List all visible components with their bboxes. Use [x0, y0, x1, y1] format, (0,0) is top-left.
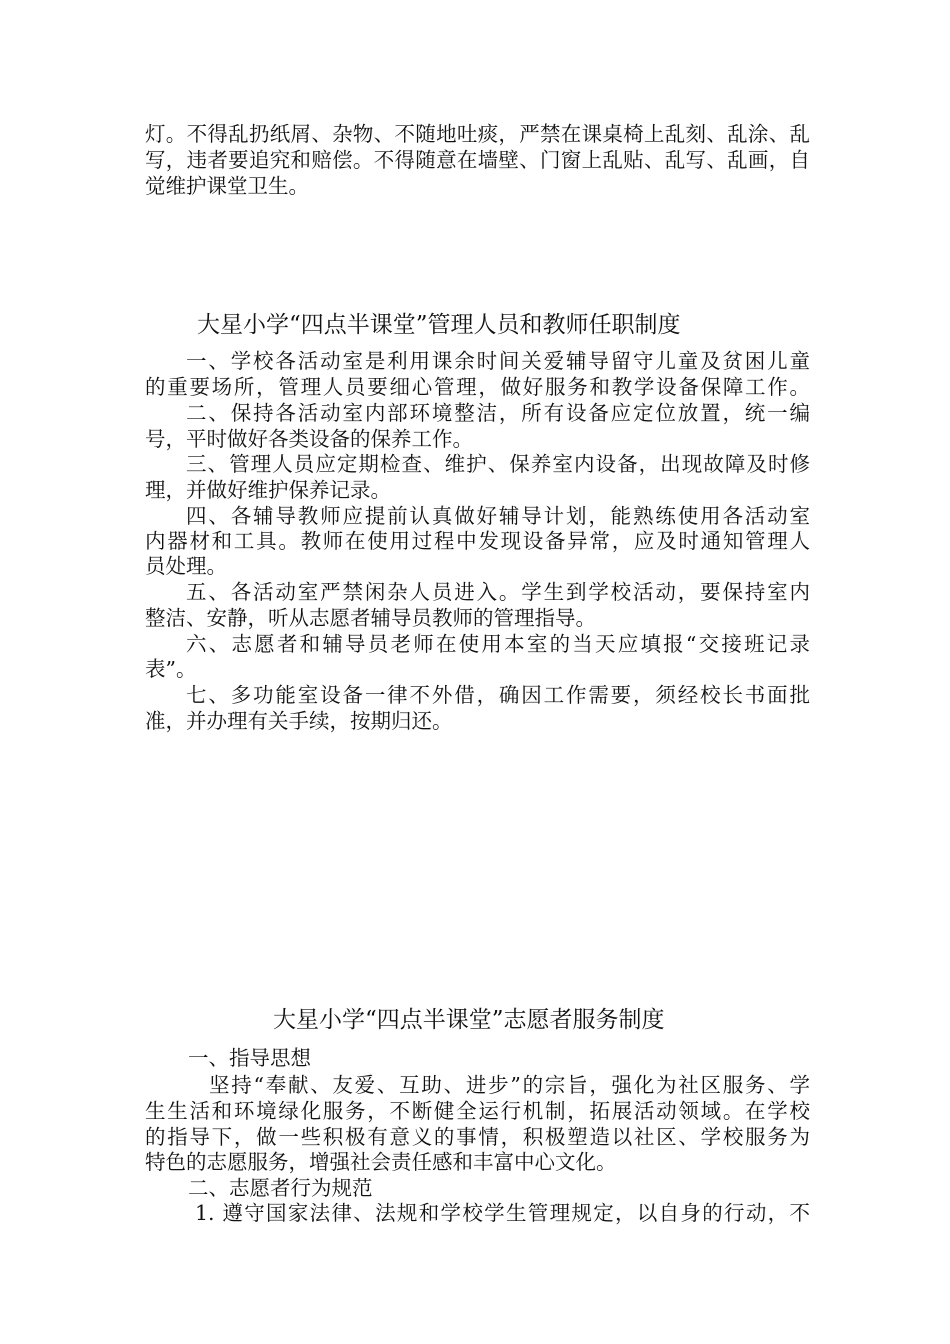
s1-line-4: 号，平时做好各类设备的保养工作。 [145, 427, 473, 451]
s1-line-15: 准，并办理有关手续，按期归还。 [145, 709, 453, 733]
s1-line-2: 的重要场所，管理人员要细心管理，做好服务和教学设备保障工作。 [145, 375, 810, 399]
s2-line-2: 生生活和环境绿化服务，不断健全运行机制，拓展活动领域。在学校 [145, 1099, 810, 1123]
s1-line-9: 员处理。 [145, 554, 227, 578]
s1-line-1: 一、学校各活动室是利用课余时间关爱辅导留守儿童及贫困儿童 [186, 349, 810, 373]
s1-line-12: 六、志愿者和辅导员老师在使用本室的当天应填报“交接班记录 [186, 632, 810, 656]
s1-line-14: 七、多功能室设备一律不外借，确因工作需要，须经校长书面批 [186, 683, 810, 707]
s1-line-3: 二、保持各活动室内部环境整洁，所有设备应定位放置，统一编 [186, 401, 810, 425]
s1-line-6: 理，并做好维护保养记录。 [145, 478, 391, 502]
intro-line-1: 灯。不得乱扔纸屑、杂物、不随地吐痰，严禁在课桌椅上乱刻、乱涂、乱 [145, 122, 810, 146]
s2-heading-1: 一、指导思想 [188, 1046, 311, 1070]
s1-line-7: 四、各辅导教师应提前认真做好辅导计划，能熟练使用各活动室 [186, 504, 810, 528]
s1-line-8: 内器材和工具。教师在使用过程中发现设备异常，应及时通知管理人 [145, 529, 810, 553]
s2-heading-2: 二、志愿者行为规范 [188, 1176, 373, 1200]
s2-line-4: 特色的志愿服务，增强社会责任感和丰富中心文化。 [145, 1150, 617, 1174]
s2-line-3: 的指导下，做一些积极有意义的事情，积极塑造以社区、学校服务为 [145, 1125, 810, 1149]
s1-line-5: 三、管理人员应定期检查、维护、保养室内设备，出现故障及时修 [186, 452, 810, 476]
section2-title: 大星小学“四点半课堂”志愿者服务制度 [273, 1007, 665, 1033]
section1-title: 大星小学“四点半课堂”管理人员和教师任职制度 [197, 312, 681, 338]
intro-line-3: 觉维护课堂卫生。 [145, 174, 309, 198]
s2-line-1: 坚持“奉献、友爱、互助、进步”的宗旨，强化为社区服务、学 [209, 1073, 810, 1097]
s2-line-5: 1. 遵守国家法律、法规和学校学生管理规定，以自身的行动，不 [195, 1201, 810, 1225]
intro-line-2: 写，违者要追究和赔偿。不得随意在墙壁、门窗上乱贴、乱写、乱画，自 [145, 148, 810, 172]
s1-line-10: 五、各活动室严禁闲杂人员进入。学生到学校活动，要保持室内 [186, 580, 810, 604]
s1-line-11: 整洁、安静，听从志愿者辅导员教师的管理指导。 [145, 606, 596, 630]
s1-line-13: 表”。 [145, 657, 197, 681]
